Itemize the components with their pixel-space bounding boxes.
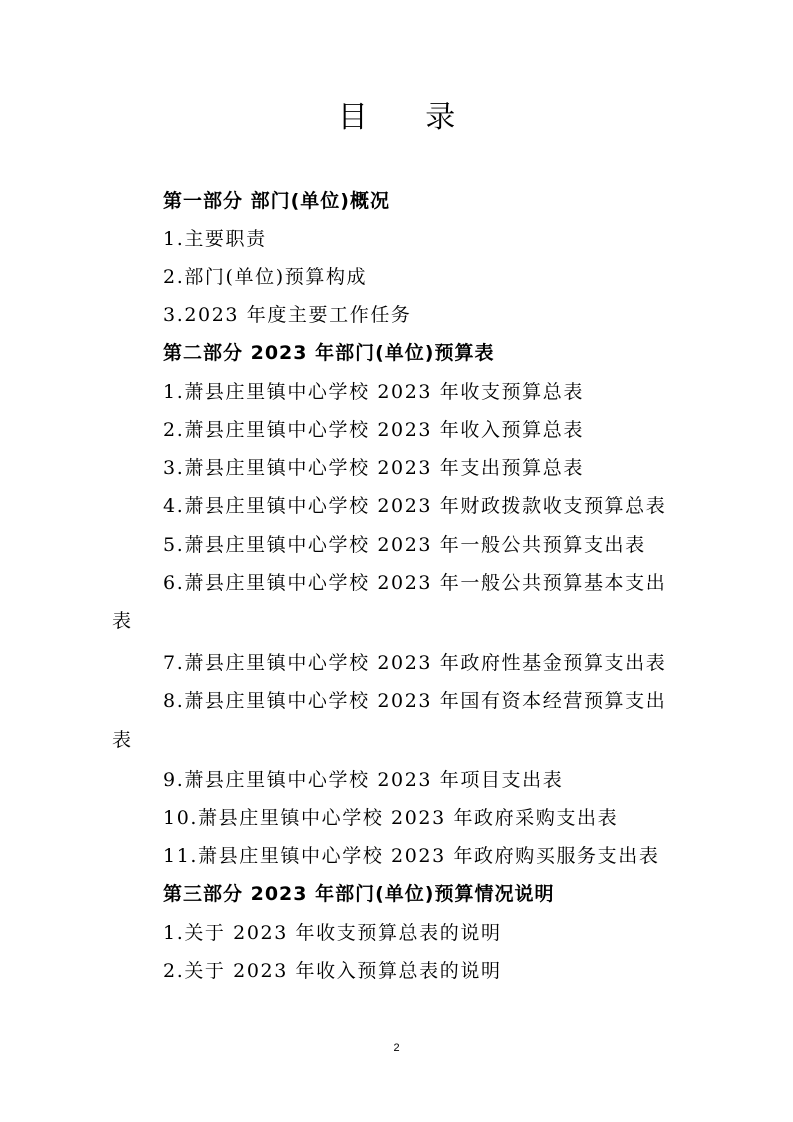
toc-item: 4.萧县庄里镇中心学校 2023 年财政拨款收支预算总表 bbox=[163, 495, 667, 517]
toc-item: 1.关于 2023 年收支预算总表的说明 bbox=[163, 922, 502, 944]
toc-item: 11.萧县庄里镇中心学校 2023 年政府购买服务支出表 bbox=[163, 845, 660, 867]
toc-item: 7.萧县庄里镇中心学校 2023 年政府性基金预算支出表 bbox=[163, 652, 667, 674]
toc-item: 9.萧县庄里镇中心学校 2023 年项目支出表 bbox=[163, 769, 564, 791]
page-title: 目 录 bbox=[337, 100, 480, 135]
toc-item: 3.2023 年度主要工作任务 bbox=[163, 304, 412, 326]
toc-item: 5.萧县庄里镇中心学校 2023 年一般公共预算支出表 bbox=[163, 534, 646, 556]
part1-heading: 第一部分 部门(单位)概况 bbox=[163, 190, 390, 212]
toc-item: 2.萧县庄里镇中心学校 2023 年收入预算总表 bbox=[163, 419, 584, 441]
page-number: 2 bbox=[393, 1042, 400, 1054]
toc-item: 1.主要职责 bbox=[163, 228, 267, 250]
toc-item-continuation: 表 bbox=[112, 610, 133, 632]
part3-heading: 第三部分 2023 年部门(单位)预算情况说明 bbox=[163, 883, 555, 905]
toc-item-continuation: 表 bbox=[112, 729, 133, 751]
toc-item: 2.部门(单位)预算构成 bbox=[163, 266, 368, 288]
toc-item: 1.萧县庄里镇中心学校 2023 年收支预算总表 bbox=[163, 381, 584, 403]
toc-item: 3.萧县庄里镇中心学校 2023 年支出预算总表 bbox=[163, 457, 584, 479]
toc-item: 6.萧县庄里镇中心学校 2023 年一般公共预算基本支出 bbox=[163, 572, 667, 594]
part2-heading: 第二部分 2023 年部门(单位)预算表 bbox=[163, 342, 495, 364]
toc-item: 2.关于 2023 年收入预算总表的说明 bbox=[163, 960, 502, 982]
toc-item: 8.萧县庄里镇中心学校 2023 年国有资本经营预算支出 bbox=[163, 690, 667, 712]
toc-item: 10.萧县庄里镇中心学校 2023 年政府采购支出表 bbox=[163, 807, 619, 829]
